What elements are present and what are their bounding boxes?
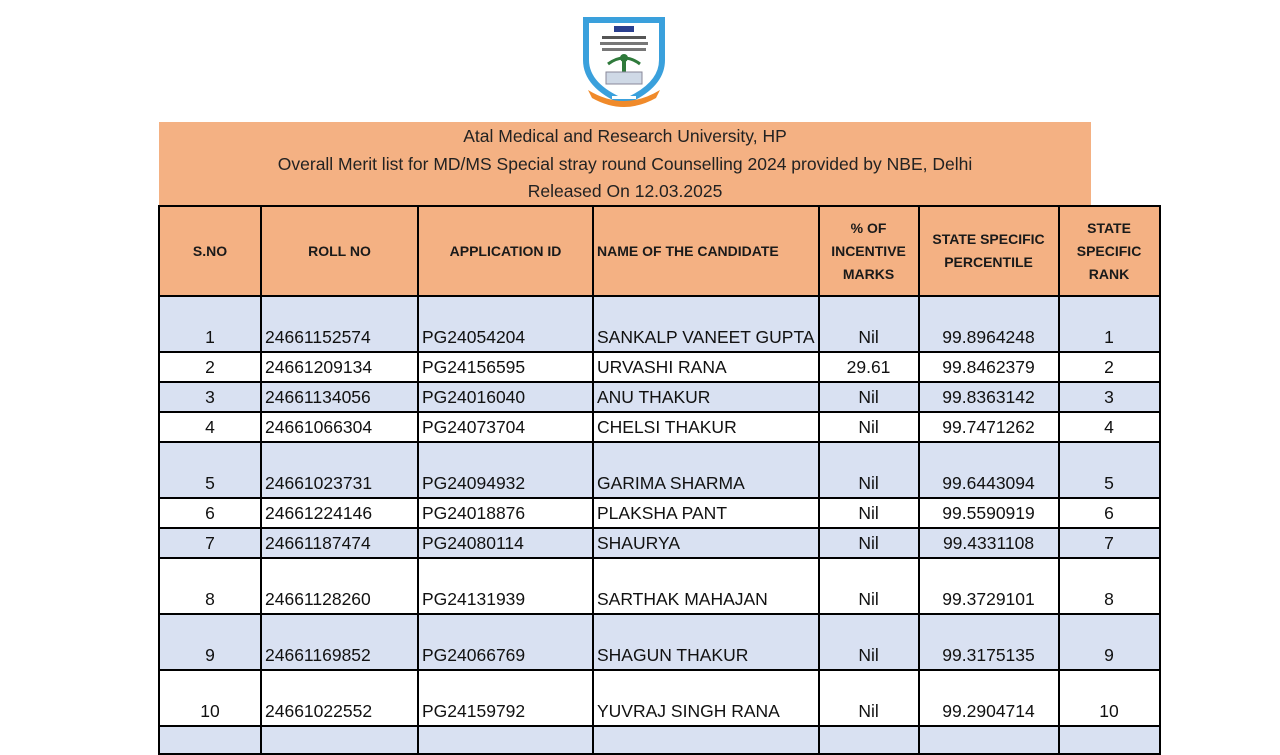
cell-sno: 8 <box>159 558 261 614</box>
table-row-partial <box>159 726 1160 754</box>
cell-application-id: PG24016040 <box>418 382 593 412</box>
table-row <box>159 670 1160 726</box>
header-incentive-marks: % OF INCENTIVE MARKS <box>819 206 919 296</box>
header-candidate-name: NAME OF THE CANDIDATE <box>593 206 819 296</box>
table-row <box>159 352 1160 382</box>
cell-state-percentile: 99.8462379 <box>919 352 1059 382</box>
cell-state-percentile: 99.7471262 <box>919 412 1059 442</box>
cell-state-rank: 6 <box>1059 498 1160 528</box>
cell-sno: 1 <box>159 296 261 352</box>
cell-incentive-marks: Nil <box>819 412 919 442</box>
merit-list-title: Overall Merit list for MD/MS Special stray round Counselling 2024 provided by NBE, Delhi <box>277 153 973 174</box>
cell-sno: 3 <box>159 382 261 412</box>
cell-state-percentile: 99.2904714 <box>919 670 1059 726</box>
cell-application-id: PG24159792 <box>418 670 593 726</box>
cell-incentive-marks: Nil <box>819 558 919 614</box>
cell-roll-no: 24661023731 <box>261 442 418 498</box>
cell-candidate-name: URVASHI RANA <box>593 352 819 382</box>
cell-state-rank: 9 <box>1059 614 1160 670</box>
table-row <box>159 296 1160 352</box>
header-roll-no: ROLL NO <box>261 206 418 296</box>
cell-state-percentile: 99.4331108 <box>919 528 1059 558</box>
header-state-percentile: STATE SPECIFIC PERCENTILE <box>919 206 1059 296</box>
cell-roll-no: 24661134056 <box>261 382 418 412</box>
cell-application-id: PG24066769 <box>418 614 593 670</box>
cell-incentive-marks: Nil <box>819 614 919 670</box>
document-title-banner <box>159 122 1091 206</box>
cell-roll-no: 24661152574 <box>261 296 418 352</box>
cell-incentive-marks: Nil <box>819 382 919 412</box>
cell-candidate-name: SANKALP VANEET GUPTA <box>593 296 819 352</box>
cell-state-rank: 2 <box>1059 352 1160 382</box>
cell-state-percentile: 99.6443094 <box>919 442 1059 498</box>
cell-sno: 4 <box>159 412 261 442</box>
release-date: Released On 12.03.2025 <box>527 181 723 201</box>
header-state-rank: STATE SPECIFIC RANK <box>1059 206 1160 296</box>
table-row <box>159 558 1160 614</box>
cell-sno: 10 <box>159 670 261 726</box>
cell-sno: 7 <box>159 528 261 558</box>
cell-incentive-marks: Nil <box>819 296 919 352</box>
header-sno: S.NO <box>159 206 261 296</box>
table-row <box>159 614 1160 670</box>
cell-candidate-name: PLAKSHA PANT <box>593 498 819 528</box>
cell-candidate-name: SHAURYA <box>593 528 819 558</box>
cell-application-id: PG24018876 <box>418 498 593 528</box>
table-row <box>159 412 1160 442</box>
table-row <box>159 442 1160 498</box>
cell-candidate-name: SHAGUN THAKUR <box>593 614 819 670</box>
cell-state-rank: 7 <box>1059 528 1160 558</box>
cell-candidate-name: CHELSI THAKUR <box>593 412 819 442</box>
cell-application-id: PG24054204 <box>418 296 593 352</box>
cell-sno: 9 <box>159 614 261 670</box>
cell-state-rank: 5 <box>1059 442 1160 498</box>
cell-state-percentile: 99.3175135 <box>919 614 1059 670</box>
table-row <box>159 528 1160 558</box>
table-header-row <box>159 206 1160 296</box>
cell-sno: 6 <box>159 498 261 528</box>
cell-application-id: PG24094932 <box>418 442 593 498</box>
cell-incentive-marks: Nil <box>819 442 919 498</box>
cell-roll-no: 24661224146 <box>261 498 418 528</box>
table-row <box>159 382 1160 412</box>
cell-state-rank: 4 <box>1059 412 1160 442</box>
cell-state-rank: 3 <box>1059 382 1160 412</box>
cell-state-percentile: 99.8964248 <box>919 296 1059 352</box>
cell-state-percentile: 99.5590919 <box>919 498 1059 528</box>
cell-roll-no: 24661066304 <box>261 412 418 442</box>
university-crest-logo <box>576 12 672 108</box>
cell-application-id: PG24073704 <box>418 412 593 442</box>
cell-state-percentile: 99.3729101 <box>919 558 1059 614</box>
cell-candidate-name: ANU THAKUR <box>593 382 819 412</box>
cell-roll-no: 24661209134 <box>261 352 418 382</box>
table-row <box>159 498 1160 528</box>
cell-sno: 5 <box>159 442 261 498</box>
cell-state-rank: 1 <box>1059 296 1160 352</box>
cell-candidate-name: YUVRAJ SINGH RANA <box>593 670 819 726</box>
cell-roll-no: 24661187474 <box>261 528 418 558</box>
cell-candidate-name: GARIMA SHARMA <box>593 442 819 498</box>
cell-application-id: PG24080114 <box>418 528 593 558</box>
cell-incentive-marks: Nil <box>819 498 919 528</box>
cell-application-id: PG24131939 <box>418 558 593 614</box>
cell-state-rank: 10 <box>1059 670 1160 726</box>
cell-roll-no: 24661169852 <box>261 614 418 670</box>
cell-roll-no: 24661022552 <box>261 670 418 726</box>
cell-candidate-name: SARTHAK MAHAJAN <box>593 558 819 614</box>
cell-state-rank: 8 <box>1059 558 1160 614</box>
cell-incentive-marks: 29.61 <box>819 352 919 382</box>
header-application-id: APPLICATION ID <box>418 206 593 296</box>
cell-state-percentile: 99.8363142 <box>919 382 1059 412</box>
cell-sno: 2 <box>159 352 261 382</box>
cell-roll-no: 24661128260 <box>261 558 418 614</box>
university-name: Atal Medical and Research University, HP <box>463 126 787 146</box>
cell-incentive-marks: Nil <box>819 670 919 726</box>
cell-incentive-marks: Nil <box>819 528 919 558</box>
cell-application-id: PG24156595 <box>418 352 593 382</box>
merit-list-table <box>158 205 1161 755</box>
